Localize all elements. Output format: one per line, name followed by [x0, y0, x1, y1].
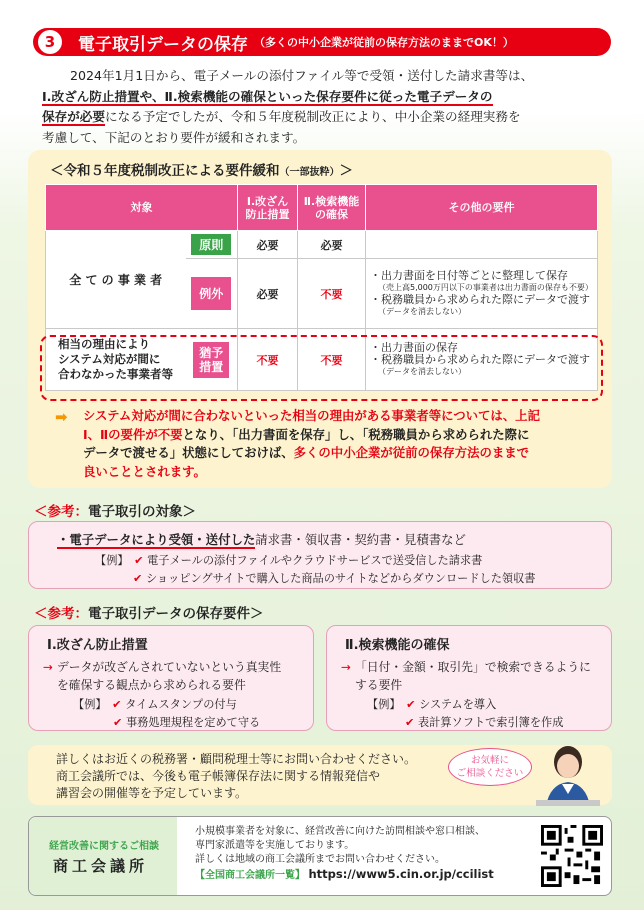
arrow-icon: →	[43, 660, 53, 674]
row-all-label: 全 て の 事 業 者	[46, 231, 186, 329]
cell-need: 必要	[238, 259, 298, 329]
check-icon: ✔	[133, 572, 143, 585]
arrow-icon: →	[341, 660, 351, 674]
ref1-example: ✔ ショッピングサイトで購入した商品のサイトなどからダウンロードした領収書	[133, 572, 536, 585]
check-icon: ✔	[134, 554, 144, 567]
intro-emphasis: Ⅰ.改ざん防止措置や、Ⅱ.検索機能の確保といった保存要件に従った電子データの	[42, 88, 493, 104]
header-target: 対象	[46, 185, 238, 231]
exception-other: ・出力書面を日付等ごとに整理して保存 （売上高5,000万円以下の事業者は出力書面の保存も不要） ・税務職員から求められた際にデータで渡す （データを消去しない）	[366, 259, 598, 329]
footer-org: 商工会議所	[53, 857, 149, 875]
footer-caption: 経営改善に関するご相談	[49, 841, 159, 852]
tag-exception: 例外	[191, 277, 231, 310]
row-grace-label: 相当の理由により システム対応が間に 合わなかった事業者等	[46, 329, 186, 391]
cell-noneed: 不要	[298, 329, 366, 391]
grace-highlight	[40, 335, 603, 401]
search-title: Ⅱ.検索機能の確保	[345, 638, 450, 653]
search-box: Ⅱ.検索機能の確保 → 「日付・金額・取引先」で検索できるように する要件 【例】 ✔ システムを導入 ✔ 表計算ソフトで索引簿を作成	[326, 625, 612, 731]
tag-grace: 猶予 措置	[193, 342, 229, 378]
header-col1: Ⅰ.改ざん 防止措置	[238, 185, 298, 231]
section-title: 電子取引データの保存	[78, 34, 248, 55]
ccilist-link[interactable]: https://www5.cin.or.jp/ccilist	[308, 867, 494, 881]
check-icon: ✔	[405, 716, 415, 729]
cell-noneed: 不要	[238, 329, 298, 391]
check-icon: ✔	[113, 716, 123, 729]
intro-text	[42, 66, 602, 148]
speech-bubble: お気軽に ご相談ください	[448, 748, 532, 786]
grace-other: ・出力書面の保存 ・税務職員から求められた際にデータで渡す （データを消去しない）	[366, 329, 598, 391]
section-number: 3	[38, 30, 62, 54]
ref2-heading: ＜参考：電子取引データの保存要件＞	[34, 606, 264, 622]
tamper-box: Ⅰ.改ざん防止措置 → データが改ざんされていないという真実性 を確保する観点から求められる要件 【例】 ✔ タイムスタンプの付与 ✔ 事務処理規程を定めて守る	[28, 625, 314, 731]
intro-emphasis: 保存が必要	[42, 109, 105, 124]
contact-box: 詳しくはお近くの税務署・顧問税理士等にお問い合わせください。 商工会議所では、今後も電子帳簿保存法に関する情報発信や 講習会の開催等を予定しています。	[28, 745, 612, 805]
header-col2: Ⅱ.検索機能 の確保	[298, 185, 366, 231]
check-icon: ✔	[112, 698, 122, 711]
tag-principle: 原則	[191, 234, 231, 255]
header-other: その他の要件	[366, 185, 598, 231]
check-icon: ✔	[406, 698, 416, 711]
arrow-right-icon: ➡	[55, 408, 68, 426]
tamper-title: Ⅰ.改ざん防止措置	[47, 638, 148, 653]
cell-need: 必要	[238, 231, 298, 259]
staff-illustration	[536, 740, 600, 806]
grace-note: ➡ システム対応が間に合わないといった相当の理由がある事業者等については、上記 Ⅰ、Ⅱの要件が不要となり、「出力書面を保存」し、「税務職員から求められた際に データで渡せる」状態にしておけば、多くの中小企業が従前の保存方法のままで 良いこととされます。	[55, 408, 540, 479]
cell-noneed: 不要	[298, 259, 366, 329]
qr-code	[541, 825, 603, 887]
section-subtitle: （多くの中小企業が従前の保存方法のままでOK！）	[254, 36, 514, 49]
panel-title: ＜令和５年度税制改正による要件緩和（一部抜粋）＞	[50, 163, 353, 179]
section-header	[33, 28, 611, 56]
ref1-heading: ＜参考：電子取引の対象＞	[34, 504, 196, 520]
intro-line: になる予定でしたが、令和５年度税制改正により、中小企業の経理実務を	[104, 109, 521, 124]
intro-line: 考慮して、下記のとおり要件が緩和されます。	[42, 129, 306, 145]
ref1-box: ・電子データにより受領・送付した請求書・領収書・契約書・見積書など 【例】 ✔ 電子メールの添付ファイルやクラウドサービスで送受信した請求書 ✔ ショッピングサイトで購入した商品のサイトなどからダウンロードした領収書	[28, 521, 612, 589]
intro-line: 2024年1月1日から、電子メールの添付ファイル等で受領・送付した請求書等は、	[70, 68, 534, 83]
ref1-example: 【例】 ✔ 電子メールの添付ファイルやクラウドサービスで送受信した請求書	[95, 554, 483, 567]
cell-need: 必要	[298, 231, 366, 259]
footer-box: 経営改善に関するご相談 商工会議所 小規模事業者を対象に、経営改善に向けた訪問相談や窓口相談、 専門家派遣等を実施しております。 詳しくは地域の商工会議所までお問い合わせください。 【全国商工会議所一覧】 https://www5.cin.or.jp/ccilist	[28, 816, 612, 896]
